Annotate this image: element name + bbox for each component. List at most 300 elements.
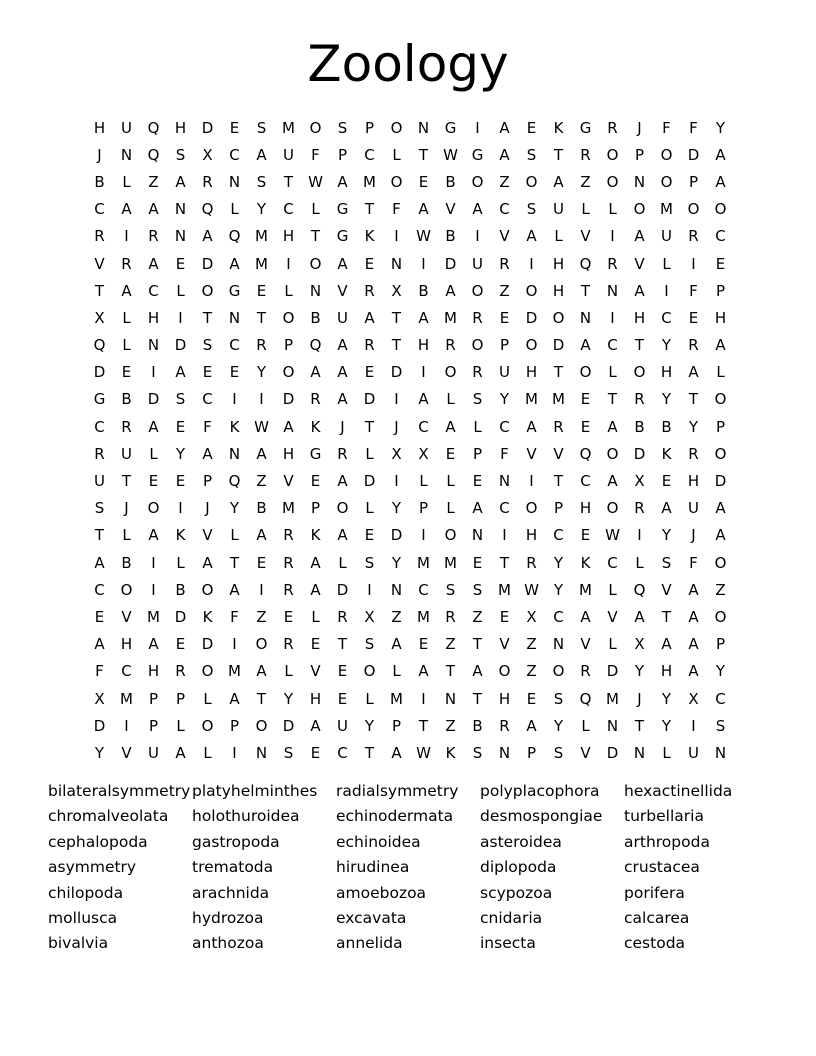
grid-letter: C — [94, 417, 105, 436]
grid-letter: O — [525, 172, 538, 191]
grid-letter: T — [364, 743, 375, 762]
grid-letter: C — [715, 689, 726, 708]
grid-letter: W — [524, 580, 539, 599]
grid-letter: O — [471, 172, 484, 191]
grid-letter: X — [364, 607, 375, 626]
grid-letter: U — [688, 743, 699, 762]
grid-letter: G — [579, 118, 592, 137]
grid-letter: I — [421, 254, 426, 273]
grid-letter: A — [175, 743, 186, 762]
grid-letter: B — [472, 716, 483, 735]
grid-letter: R — [499, 254, 510, 273]
grid-letter: F — [662, 118, 671, 137]
grid-letter: A — [337, 526, 348, 545]
grid-letter: E — [175, 254, 186, 273]
grid-letter: F — [689, 281, 698, 300]
grid-letter: O — [579, 363, 592, 382]
grid-letter: O — [471, 336, 484, 355]
grid-letter: I — [232, 635, 237, 654]
grid-row — [86, 141, 734, 168]
grid-letter: M — [282, 499, 295, 518]
grid-letter: V — [283, 472, 294, 491]
grid-letter: E — [418, 635, 429, 654]
grid-letter: S — [364, 553, 375, 572]
grid-letter: K — [310, 526, 321, 545]
grid-letter: U — [283, 145, 294, 164]
grid-letter: M — [498, 580, 511, 599]
grid-letter: H — [579, 499, 592, 518]
grid-letter: I — [151, 553, 156, 572]
grid-letter: R — [364, 281, 375, 300]
grid-row — [86, 223, 734, 250]
grid-letter: R — [499, 716, 510, 735]
grid-letter: C — [364, 145, 375, 164]
grid-letter: C — [715, 227, 726, 246]
grid-letter: A — [121, 281, 132, 300]
grid-letter: O — [282, 308, 295, 327]
grid-letter: E — [148, 472, 159, 491]
letter-grid — [86, 114, 734, 767]
grid-letter: N — [606, 281, 619, 300]
grid-letter: S — [472, 743, 483, 762]
grid-letter: D — [606, 743, 619, 762]
grid-letter: P — [688, 172, 699, 191]
grid-letter: G — [93, 390, 106, 409]
grid-letter: F — [230, 607, 239, 626]
word-list-item: anthozoa — [192, 934, 264, 953]
word-list-item: cephalopoda — [48, 832, 148, 851]
grid-letter: J — [394, 417, 399, 436]
grid-letter: P — [337, 145, 348, 164]
grid-letter: L — [608, 635, 617, 654]
word-list-item: hydrozoa — [192, 908, 264, 927]
grid-letter: C — [148, 281, 159, 300]
grid-letter: P — [634, 145, 645, 164]
grid-letter: A — [310, 580, 321, 599]
grid-letter: A — [472, 200, 483, 219]
grid-letter: A — [148, 635, 159, 654]
grid-letter: N — [174, 227, 187, 246]
word-list-item: holothuroidea — [192, 807, 300, 826]
grid-letter: V — [499, 635, 510, 654]
grid-letter: O — [336, 499, 349, 518]
grid-letter: S — [472, 390, 483, 409]
grid-letter: R — [310, 390, 321, 409]
grid-letter: A — [229, 254, 240, 273]
grid-letter: J — [637, 118, 642, 137]
grid-letter: R — [580, 662, 591, 681]
grid-letter: E — [715, 254, 726, 273]
grid-letter: P — [148, 689, 159, 708]
grid-letter: K — [553, 118, 564, 137]
grid-letter: L — [716, 363, 725, 382]
grid-letter: A — [715, 172, 726, 191]
grid-letter: N — [390, 254, 403, 273]
grid-letter: O — [201, 662, 214, 681]
grid-letter: O — [660, 172, 673, 191]
grid-letter: T — [391, 308, 402, 327]
grid-letter: Y — [634, 662, 645, 681]
grid-letter: V — [661, 580, 672, 599]
grid-letter: A — [526, 417, 537, 436]
word-list-item: diplopoda — [480, 858, 557, 877]
grid-letter: O — [714, 200, 727, 219]
grid-letter: I — [421, 526, 426, 545]
grid-row — [86, 522, 734, 549]
grid-letter: L — [338, 553, 347, 572]
grid-letter: E — [364, 363, 375, 382]
grid-letter: A — [526, 227, 537, 246]
grid-letter: Q — [147, 145, 160, 164]
grid-letter: H — [120, 635, 133, 654]
grid-letter: T — [391, 336, 402, 355]
grid-letter: Y — [256, 363, 267, 382]
grid-letter: J — [340, 417, 345, 436]
grid-letter: N — [147, 336, 160, 355]
grid-letter: E — [175, 635, 186, 654]
grid-letter: L — [311, 607, 320, 626]
grid-letter: O — [660, 145, 673, 164]
grid-letter: V — [499, 227, 510, 246]
grid-letter: G — [471, 145, 484, 164]
grid-letter: N — [498, 743, 511, 762]
grid-letter: O — [606, 499, 619, 518]
grid-letter: M — [120, 689, 133, 708]
grid-letter: C — [607, 553, 618, 572]
grid-letter: W — [254, 417, 269, 436]
grid-letter: R — [283, 526, 294, 545]
grid-letter: D — [336, 580, 349, 599]
grid-letter: A — [310, 363, 321, 382]
grid-letter: O — [714, 553, 727, 572]
grid-letter: H — [552, 254, 565, 273]
grid-letter: Y — [256, 200, 267, 219]
grid-letter: Y — [553, 580, 564, 599]
grid-letter: N — [174, 200, 187, 219]
grid-letter: H — [687, 472, 700, 491]
grid-row — [86, 685, 734, 712]
grid-letter: D — [93, 363, 106, 382]
grid-letter: X — [94, 308, 105, 327]
grid-letter: B — [310, 308, 321, 327]
grid-letter: D — [687, 145, 700, 164]
grid-letter: N — [606, 716, 619, 735]
grid-letter: O — [633, 200, 646, 219]
grid-letter: A — [418, 200, 429, 219]
grid-letter: N — [228, 444, 241, 463]
grid-letter: N — [633, 172, 646, 191]
word-list-item: cnidaria — [480, 908, 543, 927]
grid-letter: M — [444, 308, 457, 327]
grid-letter: M — [255, 254, 268, 273]
grid-letter: Y — [175, 444, 186, 463]
grid-letter: O — [255, 716, 268, 735]
grid-letter: A — [310, 553, 321, 572]
grid-letter: S — [661, 553, 672, 572]
grid-letter: R — [202, 172, 213, 191]
grid-letter: W — [416, 227, 431, 246]
grid-letter: A — [580, 336, 591, 355]
grid-letter: U — [688, 499, 699, 518]
grid-letter: K — [661, 444, 672, 463]
grid-letter: P — [472, 444, 483, 463]
grid-letter: O — [363, 662, 376, 681]
grid-letter: A — [418, 390, 429, 409]
grid-letter: H — [525, 526, 538, 545]
grid-letter: A — [256, 444, 267, 463]
grid-letter: L — [176, 716, 185, 735]
grid-letter: M — [660, 200, 673, 219]
grid-letter: T — [472, 635, 483, 654]
grid-letter: A — [175, 363, 186, 382]
grid-letter: E — [229, 118, 240, 137]
grid-letter: P — [283, 336, 294, 355]
grid-letter: L — [608, 200, 617, 219]
word-list-item: amoebozoa — [336, 883, 427, 902]
grid-letter: L — [581, 716, 590, 735]
grid-letter: D — [201, 254, 214, 273]
grid-letter: M — [228, 662, 241, 681]
grid-letter: O — [714, 444, 727, 463]
grid-letter: F — [689, 118, 698, 137]
grid-letter: K — [364, 227, 375, 246]
grid-letter: T — [553, 363, 564, 382]
grid-letter: I — [232, 390, 237, 409]
word-list-item: trematoda — [192, 858, 274, 877]
grid-letter: A — [256, 662, 267, 681]
grid-letter: A — [337, 390, 348, 409]
grid-letter: M — [255, 227, 268, 246]
grid-letter: K — [229, 417, 240, 436]
grid-letter: N — [633, 743, 646, 762]
grid-letter: C — [94, 580, 105, 599]
grid-letter: T — [553, 472, 564, 491]
word-list-item: turbellaria — [624, 807, 704, 826]
grid-letter: E — [580, 526, 591, 545]
grid-letter: V — [202, 526, 213, 545]
grid-letter: B — [445, 227, 456, 246]
grid-letter: E — [364, 526, 375, 545]
grid-letter: P — [553, 499, 564, 518]
grid-letter: R — [688, 444, 699, 463]
grid-letter: A — [715, 336, 726, 355]
grid-letter: N — [417, 118, 430, 137]
grid-letter: T — [580, 281, 591, 300]
grid-letter: Z — [256, 607, 267, 626]
grid-letter: E — [580, 417, 591, 436]
grid-letter: O — [282, 363, 295, 382]
grid-letter: R — [256, 336, 267, 355]
word-list-item: hirudinea — [336, 858, 410, 877]
grid-letter: R — [364, 336, 375, 355]
grid-letter: I — [691, 716, 696, 735]
grid-letter: I — [475, 227, 480, 246]
grid-letter: Y — [661, 390, 672, 409]
grid-letter: Q — [579, 444, 592, 463]
grid-letter: C — [499, 499, 510, 518]
grid-letter: E — [175, 417, 186, 436]
grid-letter: M — [282, 118, 295, 137]
grid-letter: Z — [445, 716, 456, 735]
grid-letter: P — [715, 417, 726, 436]
grid-letter: V — [634, 254, 645, 273]
grid-letter: O — [606, 172, 619, 191]
grid-letter: B — [94, 172, 105, 191]
grid-letter: Y — [391, 499, 402, 518]
grid-letter: L — [419, 472, 428, 491]
grid-letter: A — [418, 308, 429, 327]
grid-letter: V — [310, 662, 321, 681]
grid-letter: Z — [445, 635, 456, 654]
grid-letter: O — [309, 254, 322, 273]
grid-letter: V — [580, 227, 591, 246]
grid-letter: B — [418, 281, 429, 300]
grid-letter: S — [445, 580, 456, 599]
grid-letter: S — [472, 580, 483, 599]
grid-letter: G — [444, 118, 457, 137]
grid-letter: E — [94, 607, 105, 626]
grid-letter: Y — [661, 336, 672, 355]
grid-letter: U — [94, 472, 105, 491]
grid-letter: J — [97, 145, 102, 164]
grid-letter: A — [607, 417, 618, 436]
grid-letter: R — [688, 336, 699, 355]
grid-letter: X — [202, 145, 213, 164]
grid-row — [86, 576, 734, 603]
grid-letter: X — [634, 472, 645, 491]
grid-letter: T — [256, 308, 267, 327]
grid-letter: Y — [94, 743, 105, 762]
grid-letter: A — [499, 145, 510, 164]
grid-letter: D — [147, 390, 160, 409]
grid-letter: E — [688, 308, 699, 327]
grid-letter: C — [202, 390, 213, 409]
grid-letter: C — [607, 336, 618, 355]
grid-letter: L — [122, 172, 131, 191]
grid-letter: T — [553, 145, 564, 164]
grid-letter: I — [475, 118, 480, 137]
grid-letter: C — [229, 336, 240, 355]
grid-letter: A — [688, 662, 699, 681]
grid-letter: E — [580, 390, 591, 409]
word-list-item: porifera — [624, 883, 685, 902]
grid-letter: H — [552, 281, 565, 300]
grid-row — [86, 467, 734, 494]
grid-letter: Q — [228, 227, 241, 246]
grid-letter: C — [580, 472, 591, 491]
grid-letter: A — [175, 172, 186, 191]
grid-letter: V — [121, 607, 132, 626]
grid-letter: S — [283, 743, 294, 762]
grid-letter: C — [229, 145, 240, 164]
grid-letter: L — [122, 526, 131, 545]
grid-letter: R — [607, 254, 618, 273]
grid-letter: H — [498, 689, 511, 708]
grid-letter: L — [446, 472, 455, 491]
grid-letter: D — [390, 526, 403, 545]
grid-letter: V — [526, 444, 537, 463]
grid-letter: N — [228, 172, 241, 191]
grid-letter: F — [95, 662, 104, 681]
grid-letter: A — [229, 580, 240, 599]
grid-letter: C — [94, 200, 105, 219]
grid-letter: S — [175, 390, 186, 409]
grid-letter: R — [175, 662, 186, 681]
grid-letter: K — [175, 526, 186, 545]
grid-letter: C — [661, 308, 672, 327]
grid-letter: Y — [364, 716, 375, 735]
page-title: Zoology — [307, 35, 509, 93]
grid-letter: P — [715, 281, 726, 300]
grid-letter: X — [526, 607, 537, 626]
grid-letter: E — [472, 553, 483, 572]
grid-letter: T — [634, 716, 645, 735]
grid-letter: L — [662, 254, 671, 273]
grid-letter: L — [365, 444, 374, 463]
grid-letter: T — [364, 417, 375, 436]
grid-letter: H — [282, 227, 295, 246]
grid-letter: I — [529, 472, 534, 491]
grid-row — [86, 603, 734, 630]
grid-letter: Q — [309, 336, 322, 355]
grid-letter: O — [201, 580, 214, 599]
grid-row — [86, 658, 734, 685]
grid-letter: F — [689, 553, 698, 572]
grid-letter: O — [147, 499, 160, 518]
grid-letter: X — [391, 281, 402, 300]
grid-letter: P — [418, 499, 429, 518]
grid-letter: L — [446, 390, 455, 409]
grid-letter: A — [553, 172, 564, 191]
grid-letter: A — [715, 499, 726, 518]
grid-letter: R — [580, 145, 591, 164]
grid-letter: E — [445, 444, 456, 463]
grid-letter: N — [444, 689, 457, 708]
grid-letter: T — [229, 553, 240, 572]
grid-letter: G — [336, 200, 349, 219]
grid-letter: E — [337, 689, 348, 708]
word-list-item: gastropoda — [192, 832, 280, 851]
grid-letter: S — [526, 200, 537, 219]
grid-letter: S — [364, 635, 375, 654]
grid-letter: A — [310, 716, 321, 735]
word-list-item: cestoda — [624, 934, 686, 953]
grid-letter: A — [688, 607, 699, 626]
grid-letter: M — [417, 607, 430, 626]
grid-letter: H — [633, 308, 646, 327]
grid-letter: G — [336, 227, 349, 246]
grid-letter: O — [255, 635, 268, 654]
grid-row — [86, 277, 734, 304]
grid-letter: C — [499, 200, 510, 219]
grid-letter: O — [471, 281, 484, 300]
grid-letter: K — [202, 607, 213, 626]
grid-letter: E — [418, 172, 429, 191]
grid-letter: R — [94, 444, 105, 463]
grid-letter: X — [418, 444, 429, 463]
grid-letter: B — [661, 417, 672, 436]
grid-letter: T — [445, 662, 456, 681]
grid-letter: D — [444, 254, 457, 273]
grid-letter: T — [634, 336, 645, 355]
grid-letter: A — [337, 472, 348, 491]
grid-letter: I — [610, 227, 615, 246]
grid-letter: D — [363, 390, 376, 409]
grid-letter: D — [93, 716, 106, 735]
grid-letter: U — [553, 200, 564, 219]
grid-letter: G — [228, 281, 241, 300]
word-list-item: platyhelminthes — [192, 782, 318, 800]
